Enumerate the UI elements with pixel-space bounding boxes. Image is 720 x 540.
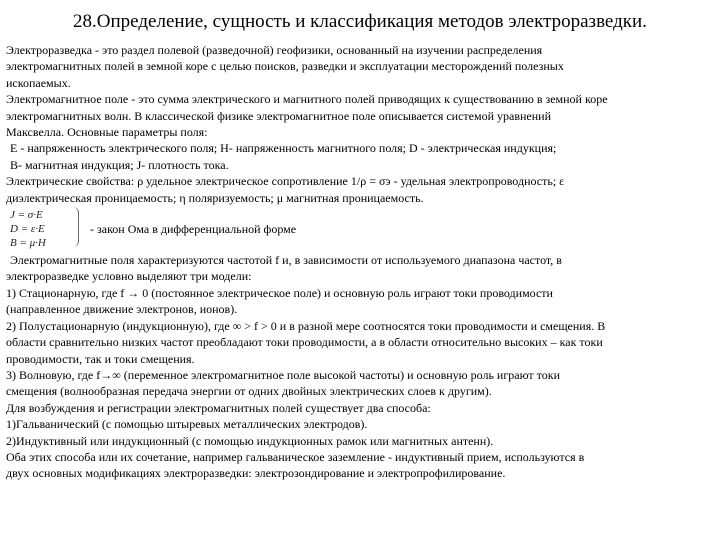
formula-line: D = ε·E bbox=[10, 223, 45, 236]
text-line: (направленное движение электронов, ионов). bbox=[6, 302, 238, 317]
text-line: 1)Гальванический (с помощью штыревых металлических электродов). bbox=[6, 417, 368, 432]
page-title: 28.Определение, сущность и классификация методов электроразведки. bbox=[73, 11, 647, 32]
text-line: электромагнитных волн. В классической физике электромагнитное поле описывается системой уравнений bbox=[6, 108, 552, 123]
formula-block bbox=[6, 207, 716, 251]
text-line: Электрические свойства: ρ удельное электрическое сопротивление 1/ρ = σэ - удельная электропроводность; ε bbox=[6, 174, 565, 189]
formula-line: B = μ·H bbox=[10, 237, 46, 250]
text-line: двух основных модификациях электроразведки: электрозондирование и электропрофилирование. bbox=[6, 466, 506, 481]
text-line: проводимости, так и токи смещения. bbox=[6, 351, 195, 366]
text-line: Максвелла. Основные параметры поля: bbox=[6, 125, 208, 140]
text-line: Для возбуждения и регистрации электромагнитных полей существует два способа: bbox=[6, 400, 431, 415]
text-line: ископаемых. bbox=[6, 75, 71, 90]
text-line: B- магнитная индукция; J- плотность тока. bbox=[10, 157, 229, 172]
text-line: электромагнитных полей в земной коре с целью поисков, разведки и эксплуатации месторождений полезных bbox=[6, 59, 564, 74]
text-line: электроразведке условно выделяют три модели: bbox=[6, 269, 252, 284]
text-line: 2) Полустационарную (индукционную), где ∞ > f > 0 и в разной мере соотносятся токи проводимости и смещения. В bbox=[6, 318, 606, 333]
text-line: E - напряженность электрического поля; H- напряженность магнитного поля; D - электрическая индукция; bbox=[10, 141, 557, 156]
text-line: Электроразведка - это раздел полевой (разведочной) геофизики, основанный на изучении распределения bbox=[6, 43, 543, 57]
document-body bbox=[6, 42, 716, 482]
text-line: 1) Стационарную, где f → 0 (постоянное электрическое поле) и основную роль играют токи проводимости bbox=[6, 285, 553, 300]
text-line: 3) Волновую, где f→∞ (переменное электромагнитное поле высокой частоты) и основную роль играют токи bbox=[6, 367, 560, 382]
maxwell-formula-image bbox=[6, 207, 76, 251]
text-line: смещения (волнообразная передача энергии от одних двойных электрических слоев к другим). bbox=[6, 384, 492, 399]
text-line: 2)Индуктивный или индукционный (с помощью индукционных рамок или магнитных антенн). bbox=[6, 433, 494, 448]
formula-brace bbox=[72, 207, 79, 247]
text-line: Оба этих способа или их сочетание, например гальваническое заземление - индуктивный прием, используются в bbox=[6, 449, 585, 464]
formula-line: J = σ·E bbox=[10, 209, 43, 222]
text-line: диэлектрическая проницаемость; η поляризуемость; μ магнитная проницаемость. bbox=[6, 190, 424, 205]
text-line: Электромагнитные поля характеризуются частотой f и, в зависимости от используемого диапазона частот, в bbox=[10, 253, 562, 268]
formula-caption: - закон Ома в дифференциальной форме bbox=[90, 221, 297, 236]
text-line: области сравнительно низких частот преобладают токи проводимости, а в области относительно высоких – как токи bbox=[6, 335, 603, 350]
text-line: Электромагнитное поле - это сумма электрического и магнитного полей приводящих к существованию в земной коре bbox=[6, 92, 608, 107]
